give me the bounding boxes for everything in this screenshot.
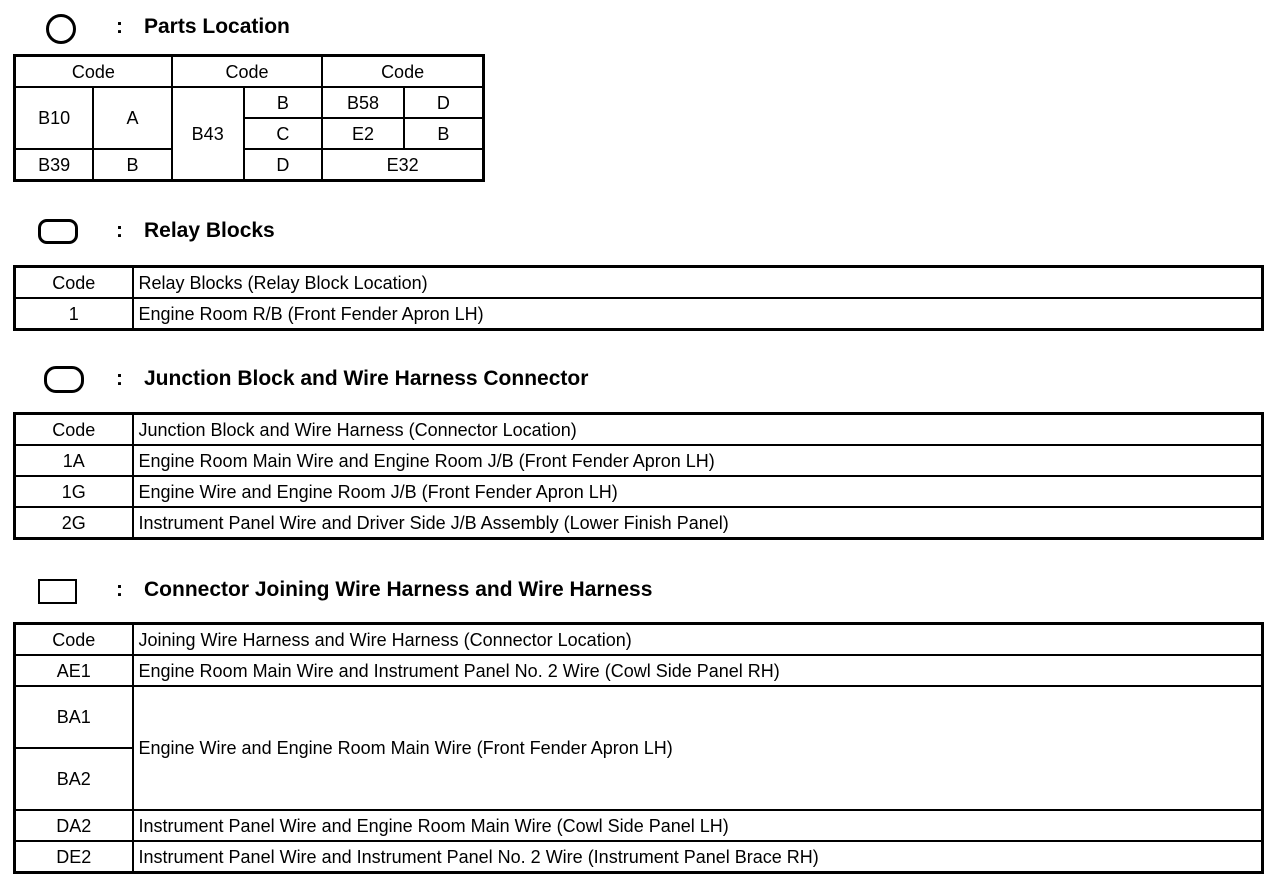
code-cell: B58 <box>322 87 404 118</box>
table-row <box>15 841 1263 873</box>
table-row <box>15 686 1263 748</box>
desc-cell: Engine Wire and Engine Room J/B (Front Fender Apron LH) <box>133 476 1263 507</box>
connector-joining-heading <box>116 578 652 602</box>
junction-block-heading <box>116 367 588 391</box>
code-cell: BA1 <box>15 686 133 748</box>
header-desc-cell: Relay Blocks (Relay Block Location) <box>133 267 1263 299</box>
desc-cell: Instrument Panel Wire and Instrument Panel No. 2 Wire (Instrument Panel Brace RH) <box>133 841 1263 873</box>
parts-colon: : <box>116 15 123 38</box>
location-cell: A <box>93 87 172 149</box>
desc-cell: Engine Wire and Engine Room Main Wire (Front Fender Apron LH) <box>133 686 1263 810</box>
code-cell: B43 <box>172 87 244 181</box>
table-row <box>15 87 484 118</box>
desc-cell: Engine Room Main Wire and Engine Room J/B (Front Fender Apron LH) <box>133 445 1263 476</box>
table-row <box>15 445 1263 476</box>
desc-cell: Instrument Panel Wire and Engine Room Main Wire (Cowl Side Panel LH) <box>133 810 1263 841</box>
table-row <box>15 476 1263 507</box>
location-cell: B <box>93 149 172 181</box>
parts-location-heading <box>116 15 290 39</box>
table-header-row <box>15 56 484 88</box>
location-cell: B <box>404 118 484 149</box>
header-code-cell: Code <box>15 414 133 446</box>
header-code-cell: Code <box>15 267 133 299</box>
relay-blocks-table <box>13 265 1264 331</box>
table-row <box>15 149 484 181</box>
table-header-row <box>15 267 1263 299</box>
code-cell: DE2 <box>15 841 133 873</box>
header-cell: Code <box>172 56 322 88</box>
header-cell: Code <box>15 56 172 88</box>
table-row <box>15 655 1263 686</box>
code-cell: 1A <box>15 445 133 476</box>
code-cell: B39 <box>15 149 94 181</box>
junction-block-table <box>13 412 1264 540</box>
relay-title: Relay Blocks <box>144 219 275 242</box>
code-cell: AE1 <box>15 655 133 686</box>
header-desc-cell: Junction Block and Wire Harness (Connector Location) <box>133 414 1263 446</box>
code-cell: 1G <box>15 476 133 507</box>
desc-cell: Engine Room Main Wire and Instrument Panel No. 2 Wire (Cowl Side Panel RH) <box>133 655 1263 686</box>
desc-cell: Instrument Panel Wire and Driver Side J/B Assembly (Lower Finish Panel) <box>133 507 1263 539</box>
table-header-row <box>15 414 1263 446</box>
junction-colon: : <box>116 367 123 390</box>
table-row <box>15 507 1263 539</box>
code-cell: 2G <box>15 507 133 539</box>
circle-symbol-icon <box>46 14 76 44</box>
junction-title: Junction Block and Wire Harness Connector <box>144 367 589 390</box>
header-code-cell: Code <box>15 624 133 656</box>
location-cell: D <box>244 149 323 181</box>
code-cell: DA2 <box>15 810 133 841</box>
parts-title: Parts Location <box>144 15 290 38</box>
relay-colon: : <box>116 219 123 242</box>
table-row <box>15 810 1263 841</box>
code-cell: E2 <box>322 118 404 149</box>
connector-colon: : <box>116 578 123 601</box>
oval-symbol-icon <box>44 366 84 393</box>
table-header-row <box>15 624 1263 656</box>
location-cell: B <box>244 87 323 118</box>
relay-blocks-heading <box>116 219 275 243</box>
code-cell: B10 <box>15 87 94 149</box>
header-cell: Code <box>322 56 483 88</box>
desc-cell: Engine Room R/B (Front Fender Apron LH) <box>133 298 1263 330</box>
location-cell: C <box>244 118 323 149</box>
header-desc-cell: Joining Wire Harness and Wire Harness (Connector Location) <box>133 624 1263 656</box>
code-cell: 1 <box>15 298 133 330</box>
connector-title: Connector Joining Wire Harness and Wire Harness <box>144 578 653 601</box>
rounded-rect-symbol-icon <box>38 219 78 244</box>
rectangle-symbol-icon <box>38 579 77 604</box>
code-cell: E32 <box>322 149 483 181</box>
connector-joining-table <box>13 622 1264 874</box>
table-row <box>15 298 1263 330</box>
parts-location-table <box>13 54 485 182</box>
location-cell: D <box>404 87 484 118</box>
code-cell: BA2 <box>15 748 133 810</box>
